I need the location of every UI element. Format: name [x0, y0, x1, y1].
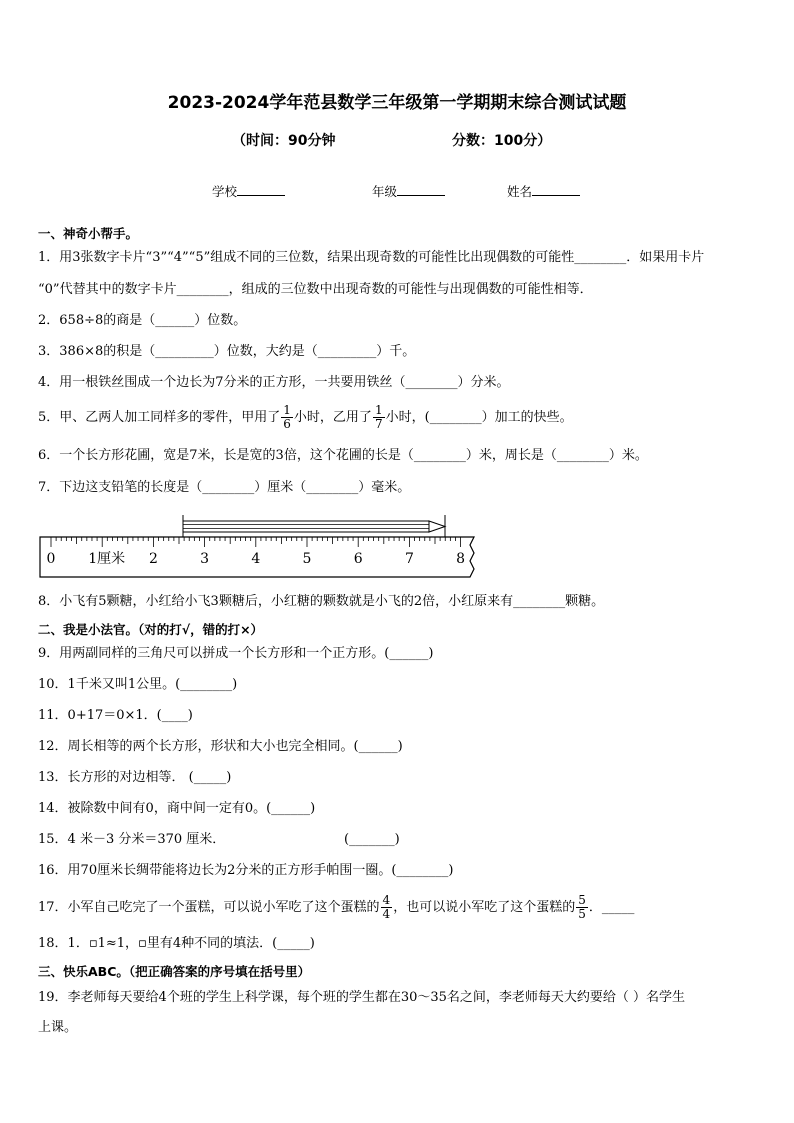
- question-7: 7．下边这支铅笔的长度是（________）厘米（________）毫米。: [38, 480, 411, 495]
- question-15-answer: (_______): [344, 832, 400, 847]
- fraction-denominator: 5: [578, 907, 586, 921]
- fraction-five-fifths: [576, 894, 588, 921]
- name-field: [507, 182, 580, 200]
- ruler-label: 8: [456, 551, 466, 567]
- question-15: 15．4 米－3 分米＝370 厘米．: [38, 832, 226, 847]
- ruler-label: 0: [46, 551, 56, 567]
- question-2: 2．658÷8的商是（______）位数。: [38, 313, 247, 328]
- ruler-label: 5: [302, 551, 312, 567]
- ruler-with-pencil: [38, 515, 478, 581]
- question-13: 13．长方形的对边相等． (_____): [38, 770, 232, 785]
- ruler-label: 6: [353, 551, 363, 567]
- question-17: [38, 886, 634, 930]
- question-11: 11．0+17＝0×1．(____): [38, 708, 193, 723]
- page-title: 2023-2024学年范县数学三年级第一学期期末综合测试试题: [167, 93, 627, 113]
- fraction-numerator: 1: [374, 403, 383, 417]
- grade-field: [372, 182, 445, 200]
- fraction-numerator: 4: [382, 893, 391, 907]
- question-3: 3．386×8的积是（_________）位数，大约是（_________）千。: [38, 344, 416, 359]
- school-field: [212, 182, 285, 200]
- ruler-label: 7: [404, 551, 414, 567]
- question-18: 18．1．▫1≈1，▫里有4种不同的填法．(_____): [38, 936, 315, 951]
- question-6: 6．一个长方形花圃，宽是7米，长是宽的3倍，这个花圃的长是（________）米，周长是（________）米。: [38, 448, 648, 463]
- grade-label: 年级: [372, 184, 398, 199]
- question-17-text-b: ，也可以说小军吃了这个蛋糕的: [393, 900, 576, 915]
- question-5: [38, 402, 573, 434]
- section-3-heading: 三、快乐ABC。（把正确答案的序号填在括号里）: [38, 964, 311, 979]
- question-16: 16．用70厘米长绸带能将边长为2分米的正方形手帕围一圈。(________): [38, 863, 454, 878]
- question-14: 14．被除数中间有0，商中间一定有0。(______): [38, 801, 316, 816]
- question-5-text-c: 小时，(________）加工的快些。: [385, 410, 573, 425]
- pencil: [183, 515, 445, 537]
- score-info: 分数：100分）: [452, 133, 552, 149]
- section-1-heading: 一、神奇小帮手。: [38, 226, 139, 241]
- fraction-one-sixth: [281, 404, 293, 431]
- fraction-numerator: 5: [578, 893, 586, 907]
- ruler-label: 1厘米: [88, 551, 126, 567]
- question-19-line-2: 上课。: [38, 1020, 78, 1035]
- grade-blank[interactable]: [397, 183, 445, 196]
- question-8: 8．小飞有5颗糖，小红给小飞3颗糖后，小红糖的颗数就是小飞的2倍，小红原来有________颗糖。: [38, 594, 605, 609]
- ruler-label: 4: [251, 551, 261, 567]
- question-1-line-2: “0”代替其中的数字卡片________，组成的三位数中出现奇数的可能性与出现偶数的可能性相等．: [38, 282, 593, 297]
- question-19-line-1: 19．李老师每天要给4个班的学生上科学课，每个班的学生都在30～35名之间，李老师每天大约要给（ ）名学生: [38, 990, 686, 1005]
- fraction-denominator: 4: [382, 907, 391, 921]
- school-blank[interactable]: [237, 183, 285, 196]
- section-2-heading: 二、我是小法官。（对的打√，错的打×）: [38, 622, 264, 637]
- question-17-text-a: 17．小军自己吃完了一个蛋糕，可以说小军吃了这个蛋糕的: [38, 900, 380, 915]
- question-5-text-a: 5．甲、乙两人加工同样多的零件，甲用了: [38, 410, 281, 425]
- question-1-line-1: 1．用3张数字卡片“3”“4”“5”组成不同的三位数，结果出现奇数的可能性比出现偶数的可能性________．如果用卡片: [38, 250, 705, 265]
- question-10: 10．1千米又叫1公里。(________): [38, 677, 238, 692]
- question-17-text-c: ．_____: [588, 900, 635, 915]
- ruler-label: 3: [200, 551, 210, 567]
- school-label: 学校: [212, 184, 238, 199]
- fraction-one-seventh: [373, 404, 385, 431]
- fraction-numerator: 1: [283, 403, 291, 417]
- question-4: 4．用一根铁丝围成一个边长为7分米的正方形，一共要用铁丝（________）分米。: [38, 375, 510, 390]
- name-blank[interactable]: [532, 183, 580, 196]
- fraction-denominator: 6: [283, 417, 291, 431]
- name-label: 姓名: [507, 184, 533, 199]
- question-5-text-b: 小时，乙用了: [293, 410, 372, 425]
- fraction-four-fourths: [381, 894, 393, 921]
- time-info: （时间：90分钟: [232, 133, 336, 149]
- question-9: 9．用两副同样的三角尺可以拼成一个长方形和一个正方形。(______): [38, 646, 434, 661]
- question-12: 12．周长相等的两个长方形，形状和大小也完全相同。(______): [38, 739, 403, 754]
- ruler-label: 2: [148, 551, 158, 567]
- fraction-denominator: 7: [374, 417, 383, 431]
- pencil-body: [183, 521, 429, 532]
- pencil-tip: [429, 521, 445, 532]
